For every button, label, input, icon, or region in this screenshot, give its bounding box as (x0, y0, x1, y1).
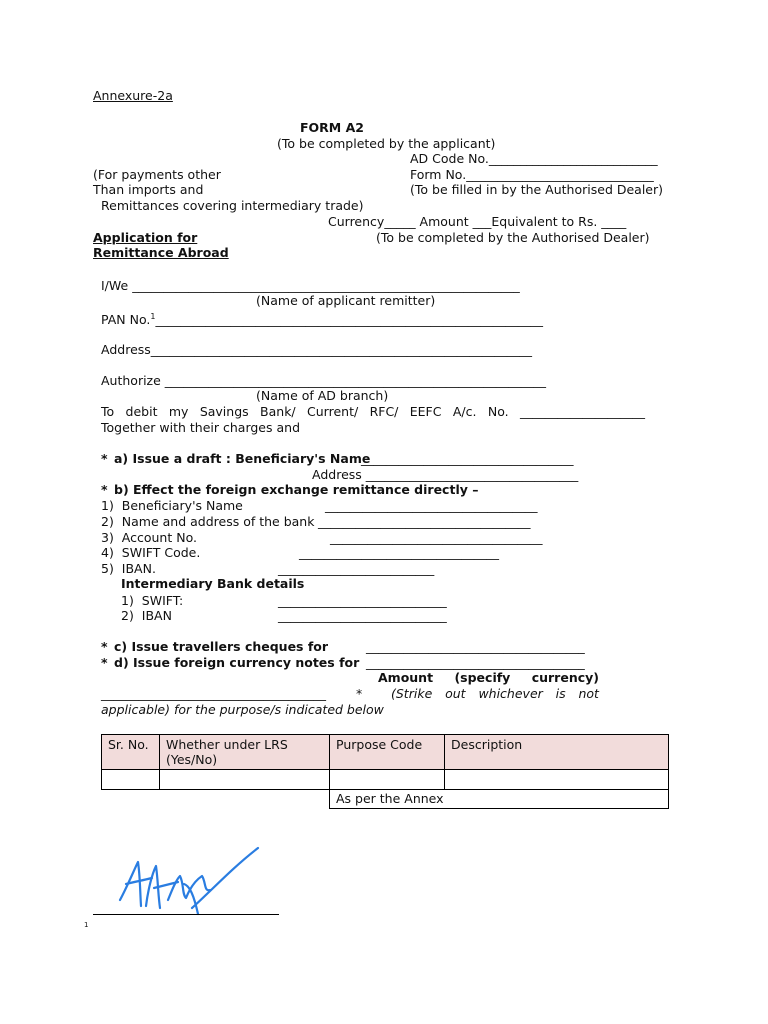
pan-field[interactable] (101, 309, 543, 327)
b-item-bank-label: 2) Name and address of the bank (101, 514, 315, 529)
header-description: Description (445, 735, 669, 770)
pan-footnote-ref: 1 (150, 312, 156, 321)
b-item-beneficiary-line[interactable]: __________________________________ (325, 498, 538, 513)
strike-note: (Strike out whichever is not (391, 686, 599, 701)
option-a-star: * (101, 451, 108, 466)
int-swift-label: 1) SWIFT: (121, 593, 184, 608)
strike-star: * (356, 686, 363, 701)
option-a-beneficiary-line[interactable]: __________________________________ (361, 451, 574, 466)
cell-lrs[interactable] (160, 770, 330, 790)
applicant-name-field[interactable]: I/We ______________________________________________________________ (101, 278, 520, 293)
option-c-line[interactable]: ___________________________________ (366, 639, 585, 654)
cell-description[interactable] (445, 770, 669, 790)
option-d-line[interactable]: ___________________________________ (366, 655, 585, 670)
footnote-marker: 1 (84, 921, 89, 929)
int-iban-label: 2) IBAN (121, 608, 172, 623)
authorised-dealer-complete-note: (To be completed by the Authorised Dealer) (376, 230, 650, 245)
int-swift-line[interactable]: ___________________________ (278, 593, 447, 608)
annex-note: As per the Annex (329, 789, 669, 809)
header-purpose-code: Purpose Code (330, 735, 445, 770)
address-field[interactable]: Address_____________________________________________________________ (101, 342, 533, 357)
together-charges-text: Together with their charges and (101, 420, 301, 435)
header-sr-no: Sr. No. (102, 735, 160, 770)
signature-line[interactable] (93, 914, 279, 915)
amount-line[interactable]: ____________________________________ (101, 686, 326, 701)
signature-image (110, 840, 270, 920)
amount-specify-currency: Amount (specify currency) (378, 670, 599, 685)
form-subtitle: (To be completed by the applicant) (277, 136, 496, 151)
payments-note-line3: Remittances covering intermediary trade) (101, 198, 364, 213)
table-row (102, 770, 669, 790)
option-b-star: * (101, 482, 108, 497)
cell-purpose-code[interactable] (330, 770, 445, 790)
b-item-iban-label: 5) IBAN. (101, 561, 156, 576)
b-item-account-label: 3) Account No. (101, 530, 197, 545)
option-c-label: c) Issue travellers cheques for (114, 639, 329, 654)
int-iban-line[interactable]: ___________________________ (278, 608, 447, 623)
option-d-star: * (101, 655, 108, 670)
application-heading-line1: Application for (93, 230, 198, 245)
option-a-address-field[interactable]: Address __________________________________ (312, 467, 579, 482)
ad-code-field[interactable]: AD Code No.___________________________ (410, 151, 658, 166)
authorised-dealer-fill-note: (To be filled in by the Authorised Dealer) (410, 182, 664, 197)
debit-account-line[interactable]: To debit my Savings Bank/ Current/ RFC/ EEFC A/c. No. ____________________ (101, 404, 645, 419)
b-item-beneficiary-label: 1) Beneficiary's Name (101, 498, 243, 513)
header-lrs: Whether under LRS (Yes/No) (160, 735, 330, 770)
intermediary-bank-heading: Intermediary Bank details (121, 576, 305, 591)
option-a-label: a) Issue a draft : Beneficiary's Name (114, 451, 371, 466)
b-item-swift-label: 4) SWIFT Code. (101, 545, 201, 560)
currency-amount-field[interactable]: Currency_____ Amount ___Equivalent to Rs. ____ (328, 214, 627, 229)
table-header-row (102, 735, 669, 770)
b-item-iban-line[interactable]: _________________________ (278, 561, 435, 576)
applicant-name-caption: (Name of applicant remitter) (256, 293, 436, 308)
b-item-swift-line[interactable]: ________________________________ (299, 545, 499, 560)
option-c-star: * (101, 639, 108, 654)
cell-sr-no[interactable] (102, 770, 160, 790)
purpose-table (101, 734, 669, 790)
pan-label: PAN No. (101, 312, 151, 328)
b-item-bank-line[interactable]: __________________________________ (318, 514, 531, 529)
authorize-field[interactable]: Authorize _____________________________________________________________ (101, 373, 547, 388)
payments-note-line1: (For payments other (93, 167, 221, 182)
form-title: FORM A2 (300, 120, 364, 135)
pan-line: ______________________________________________________________ (155, 312, 543, 328)
payments-note-line2: Than imports and (93, 182, 204, 197)
ad-branch-caption: (Name of AD branch) (256, 388, 389, 403)
application-heading-line2: Remittance Abroad (93, 245, 229, 260)
applicable-note: applicable) for the purpose/s indicated below (101, 702, 384, 717)
b-item-account-line[interactable]: __________________________________ (330, 530, 543, 545)
option-d-label: d) Issue foreign currency notes for (114, 655, 360, 670)
form-no-field[interactable]: Form No.______________________________ (410, 167, 654, 182)
option-b-label: b) Effect the foreign exchange remittance directly – (114, 482, 479, 497)
annexure-label: Annexure-2a (93, 88, 173, 103)
